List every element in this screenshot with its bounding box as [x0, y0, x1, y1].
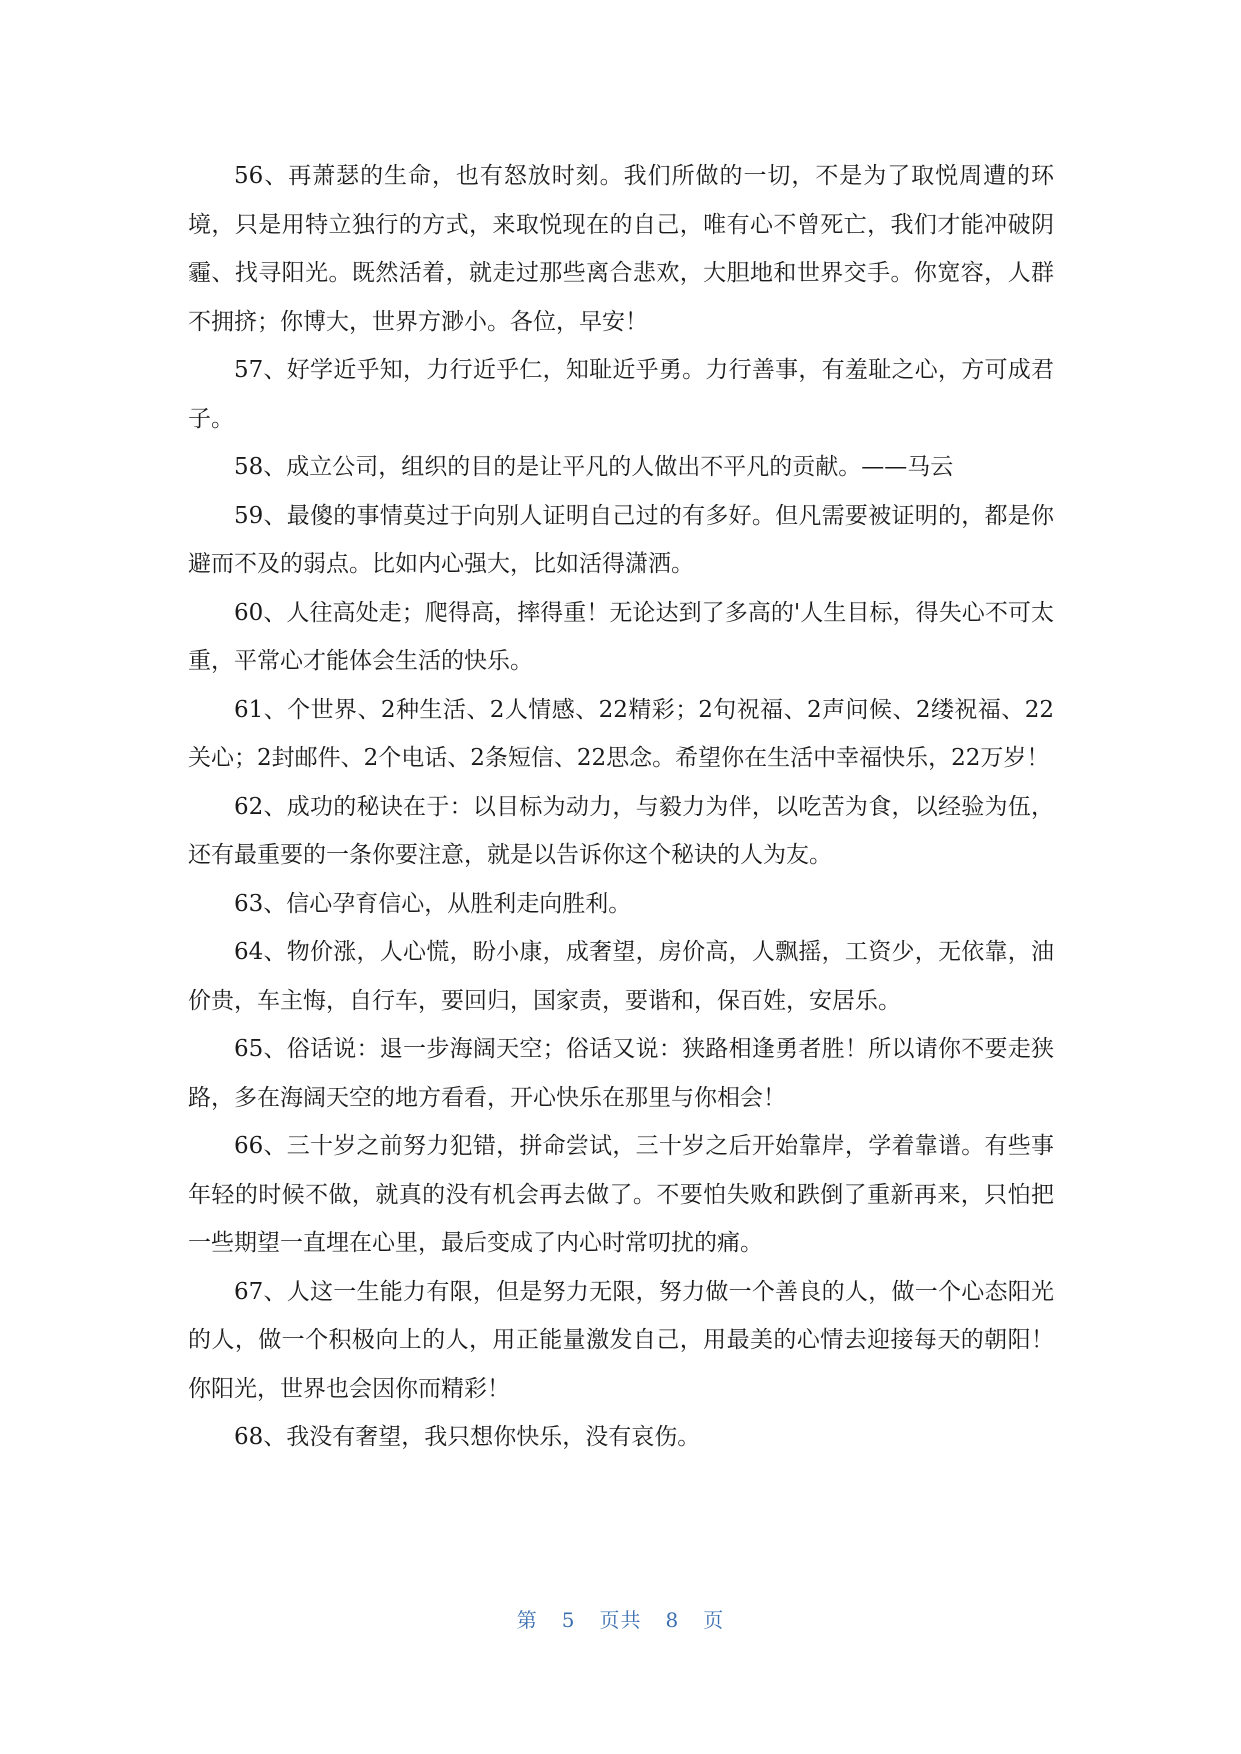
paragraph-58: 58、成立公司，组织的目的是让平凡的人做出不平凡的贡献。——马云 [234, 454, 954, 480]
paragraph-56: 56、再萧瑟的生命，也有怒放时刻。我们所做的一切，不是为了取悦周遭的环境，只是用特立独行的方式，来取悦现在的自己，唯有心不曾死亡，我们才能冲破阴霾、找寻阳光。既然活着，就走过那些离合悲欢，大胆地和世界交手。你宽容，人群不拥挤；你博大，世界方渺小。各位，早安！ [188, 163, 1054, 335]
paragraph-59: 59、最傻的事情莫过于向别人证明自己过的有多好。但凡需要被证明的，都是你避而不及的弱点。比如内心强大，比如活得潇洒。 [188, 502, 1054, 577]
footer-label-of: 页共 [599, 1608, 642, 1632]
page-footer [0, 1604, 1241, 1633]
paragraph-61: 61、个世界、2种生活、2人情感、22精彩；2句祝福、2声问候、2缕祝福、22关心；2封邮件、2个电话、2条短信、22思念。希望你在生活中幸福快乐，22万岁！ [188, 696, 1054, 771]
footer-current-page: 5 [561, 1608, 576, 1632]
paragraph-68: 68、我没有奢望，我只想你快乐，没有哀伤。 [234, 1424, 701, 1450]
document-body [188, 152, 1054, 1462]
paragraph-64: 64、物价涨，人心慌，盼小康，成奢望，房价高，人飘摇，工资少，无依靠，油价贵，车主悔，自行车，要回归，国家责，要谐和，保百姓，安居乐。 [188, 939, 1054, 1014]
paragraph-65: 65、俗话说：退一步海阔天空；俗话又说：狭路相逢勇者胜！所以请你不要走狭路，多在海阔天空的地方看看，开心快乐在那里与你相会！ [188, 1036, 1054, 1111]
footer-label-page: 第 [516, 1608, 538, 1632]
paragraph-66: 66、三十岁之前努力犯错，拼命尝试，三十岁之后开始靠岸，学着靠谱。有些事年轻的时候不做，就真的没有机会再去做了。不要怕失败和跌倒了重新再来，只怕把一些期望一直埋在心里，最后变成了内心时常叨扰的痛。 [188, 1133, 1054, 1256]
footer-label-end: 页 [703, 1608, 725, 1632]
paragraph-62: 62、成功的秘诀在于：以目标为动力，与毅力为伴，以吃苦为食，以经验为伍，还有最重要的一条你要注意，就是以告诉你这个秘诀的人为友。 [188, 793, 1054, 868]
paragraph-60: 60、人往高处走；爬得高，摔得重！无论达到了多高的'人生目标，得失心不可太重，平常心才能体会生活的快乐。 [188, 599, 1054, 674]
paragraph-63: 63、信心孕育信心，从胜利走向胜利。 [234, 890, 632, 917]
footer-total-pages: 8 [665, 1608, 680, 1632]
paragraph-67: 67、人这一生能力有限，但是努力无限，努力做一个善良的人，做一个心态阳光的人，做一个积极向上的人，用正能量激发自己，用最美的心情去迎接每天的朝阳！你阳光，世界也会因你而精彩！ [188, 1278, 1054, 1402]
paragraph-57: 57、好学近乎知，力行近乎仁，知耻近乎勇。力行善事，有羞耻之心，方可成君子。 [188, 357, 1054, 432]
